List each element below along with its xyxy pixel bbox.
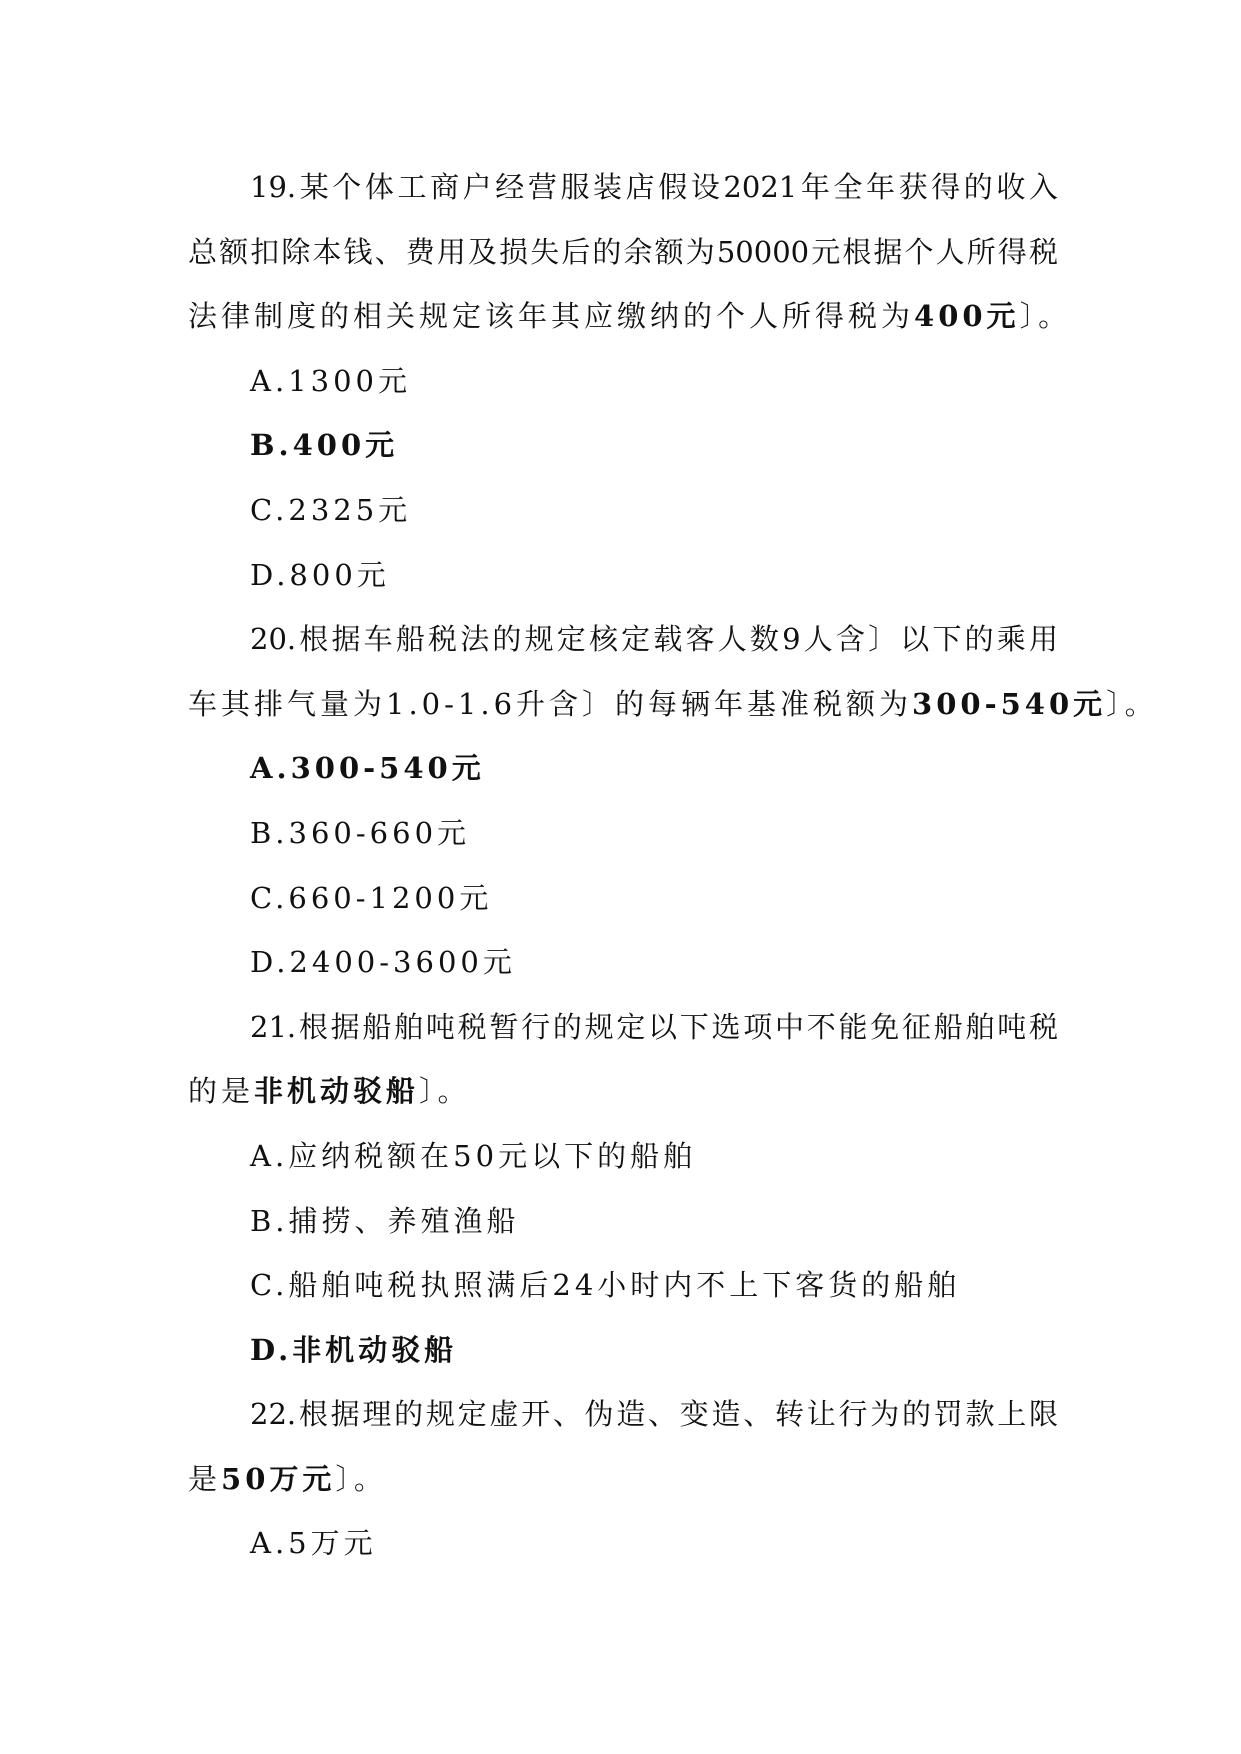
q21-option-b: B.捕捞、养殖渔船 xyxy=(250,1203,520,1238)
q19-option-c: C.2325元 xyxy=(250,492,412,527)
q21-line-1: 21.根据船舶吨税暂行的规定以下选项中不能免征船舶吨税 xyxy=(250,1009,1058,1044)
q22-option-a: A.5万元 xyxy=(250,1526,377,1561)
q20-option-b: B.360-660元 xyxy=(250,815,471,850)
q22-stem-text: 是 xyxy=(188,1461,222,1496)
q20-option-d: D.2400-3600元 xyxy=(250,945,516,980)
q19-line-3 xyxy=(188,284,1072,349)
q19-answer: 400元 xyxy=(914,299,1020,334)
q22-answer: 50万元 xyxy=(221,1461,336,1496)
q19-stem-text: 法律制度的相关规定该年其应缴纳的个人所得税为 xyxy=(188,299,915,334)
q22-line-2 xyxy=(188,1447,1058,1512)
q19-option-b: B.400元 xyxy=(250,428,399,463)
q19-line-1: 19.某个体工商户经营服装店假设2021年全年获得的收入 xyxy=(250,170,1058,204)
q21-option-c: C.船舶吨税执照满后24小时内不上下客货的船舶 xyxy=(250,1268,961,1303)
q22-tail: 〕。 xyxy=(335,1461,387,1496)
q20-stem-text: 车其排气量为1.0-1.6升含〕的每辆年基准税额为 xyxy=(188,686,913,721)
q21-answer: 非机动驳船 xyxy=(254,1074,420,1109)
q19-line-2: 总额扣除本钱、费用及损失后的余额为50000元根据个人所得税 xyxy=(188,234,1058,269)
q20-option-a: A.300-540元 xyxy=(250,751,485,786)
q19-option-a: A.1300元 xyxy=(250,363,411,398)
q20-answer: 300-540元 xyxy=(912,686,1107,721)
q21-option-a: A.应纳税额在50元以下的船舶 xyxy=(250,1138,697,1173)
question-list xyxy=(188,155,1158,1576)
q20-tail: 〕。 xyxy=(1106,686,1158,721)
q21-stem-text: 的是 xyxy=(188,1074,255,1109)
q20-line-2 xyxy=(188,672,1158,737)
q21-tail: 〕。 xyxy=(419,1074,471,1109)
q21-line-2 xyxy=(188,1059,1058,1124)
q22-line-1: 22.根据理的规定虚开、伪造、变造、转让行为的罚款上限 xyxy=(250,1397,1058,1432)
q19-tail: 〕。 xyxy=(1019,299,1072,334)
q20-line-1: 20.根据车船税法的规定核定载客人数9人含〕以下的乘用 xyxy=(250,622,1058,657)
q21-option-d: D.非机动驳船 xyxy=(250,1332,458,1367)
q19-option-d: D.800元 xyxy=(250,557,390,592)
q20-option-c: C.660-1200元 xyxy=(250,880,493,915)
